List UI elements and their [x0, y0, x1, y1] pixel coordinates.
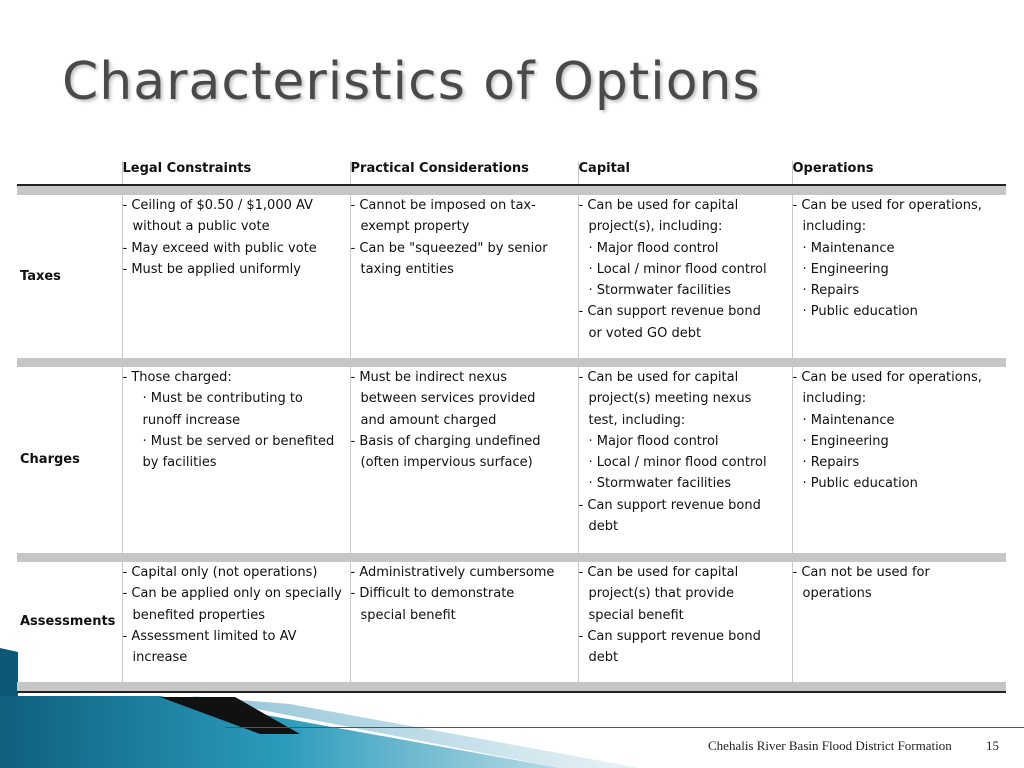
cell-line: - Basis of charging undefined [350, 433, 541, 449]
table-bottom-rule [17, 691, 1006, 693]
cell-line: benefited properties [132, 607, 265, 623]
options-table [17, 161, 1006, 693]
cell-line: - Ceiling of $0.50 / $1,000 AV [122, 198, 313, 213]
cell-line: - Can support revenue bond [578, 304, 761, 320]
cell-line: - Assessment limited to AV [122, 628, 297, 644]
cell-line: - Must be applied uniformly [122, 261, 301, 277]
cell-line: · Major flood control [588, 240, 719, 256]
cell-line: · Maintenance [802, 412, 895, 428]
row-header: Assessments [20, 614, 116, 630]
cell-line: · Engineering [802, 433, 889, 449]
row-separator [17, 185, 1006, 195]
row-separator [17, 358, 1006, 367]
row-separator [17, 553, 1006, 562]
cell-line: (often impervious surface) [360, 455, 533, 471]
cell-line: without a public vote [132, 219, 270, 235]
cell-practical [350, 562, 578, 682]
cell-line: debt [588, 650, 619, 666]
cell-line: · Public education [802, 304, 918, 320]
cell-line: · Engineering [802, 261, 889, 277]
cell-line: · Stormwater facilities [588, 283, 732, 299]
cell-line: test, including: [588, 412, 686, 428]
table-body [17, 185, 1006, 693]
cell-line: · Stormwater facilities [588, 476, 732, 492]
bottom-rule-line [17, 691, 1006, 693]
cell-line: special benefit [360, 607, 456, 623]
cell-line: - Can support revenue bond [578, 497, 761, 513]
footer-title: Chehalis River Basin Flood District Formation [708, 738, 952, 753]
cell-line: - Can be applied only on specially [122, 586, 342, 602]
cell-capital [578, 562, 792, 682]
cell-line: - Can be used for capital [578, 370, 739, 385]
cell-line: · Must be served or benefited [142, 433, 335, 449]
separator-band [17, 358, 1006, 367]
cell-line: · Must be contributing to [142, 391, 303, 407]
cell-legal [122, 195, 350, 358]
cell-line: including: [802, 391, 867, 407]
cell-line: - Can not be used for [792, 565, 930, 580]
cell-operations [792, 195, 1006, 358]
cell-line: - Can be used for capital [578, 565, 739, 580]
cell-practical [350, 367, 578, 553]
cell-line: - Capital only (not operations) [122, 565, 318, 580]
cell-line: - May exceed with public vote [122, 240, 317, 256]
row-header: Charges [20, 452, 80, 468]
cell-line: - Can support revenue bond [578, 628, 761, 644]
cell-line: - Administratively cumbersome [350, 565, 555, 580]
header-corner [17, 161, 122, 185]
cell-operations [792, 367, 1006, 553]
cell-line: between services provided [360, 391, 536, 407]
cell-line: - Can be used for operations, [792, 198, 982, 213]
cell-line: · Repairs [802, 455, 860, 471]
cell-line: · Major flood control [588, 433, 719, 449]
header-legal-constraints: Legal Constraints [122, 161, 350, 185]
page-number: 15 [986, 738, 999, 753]
table-row-0 [17, 195, 1006, 358]
cell-line: and amount charged [360, 412, 497, 428]
cell-line: including: [802, 219, 867, 235]
cell-line: - Must be indirect nexus [350, 370, 508, 385]
cell-line: · Maintenance [802, 240, 895, 256]
table-header-row [17, 161, 1006, 185]
separator-band [17, 682, 1006, 691]
row-separator [17, 682, 1006, 691]
cell-line: · Local / minor flood control [588, 261, 767, 277]
cell-line: taxing entities [360, 261, 454, 277]
cell-capital [578, 195, 792, 358]
cell-line: increase [132, 650, 188, 666]
cell-line: by facilities [142, 455, 217, 471]
separator-band [17, 553, 1006, 562]
cell-line: - Can be used for capital [578, 198, 739, 213]
cell-line: · Repairs [802, 283, 860, 299]
page-title: Characteristics of Options [62, 52, 761, 112]
cell-line: - Difficult to demonstrate [350, 586, 515, 602]
footer-divider [225, 727, 1024, 728]
cell-line: project(s), including: [588, 219, 723, 235]
header-capital: Capital [578, 161, 792, 185]
cell-line: exempt property [360, 219, 470, 235]
cell-line: project(s) meeting nexus [588, 391, 752, 407]
table-row-1 [17, 367, 1006, 553]
cell-line: special benefit [588, 607, 684, 623]
cell-line: runoff increase [142, 412, 241, 428]
separator-band [17, 185, 1006, 195]
cell-line: or voted GO debt [588, 325, 702, 341]
table-row-2 [17, 562, 1006, 682]
cell-line: - Can be "squeezed" by senior [350, 240, 548, 256]
cell-capital [578, 367, 792, 553]
cell-line: · Public education [802, 476, 918, 492]
cell-line: - Those charged: [122, 370, 232, 385]
cell-legal [122, 367, 350, 553]
cell-line: - Can be used for operations, [792, 370, 982, 385]
cell-line: operations [802, 586, 872, 602]
header-operations: Operations [792, 161, 1006, 185]
cell-operations [792, 562, 1006, 682]
header-practical-considerations: Practical Considerations [350, 161, 578, 185]
cell-line: · Local / minor flood control [588, 455, 767, 471]
cell-line: project(s) that provide [588, 586, 735, 602]
cell-line: debt [588, 519, 619, 535]
row-header: Taxes [20, 268, 61, 284]
cell-legal [122, 562, 350, 682]
cell-line: - Cannot be imposed on tax- [350, 198, 536, 213]
cell-practical [350, 195, 578, 358]
